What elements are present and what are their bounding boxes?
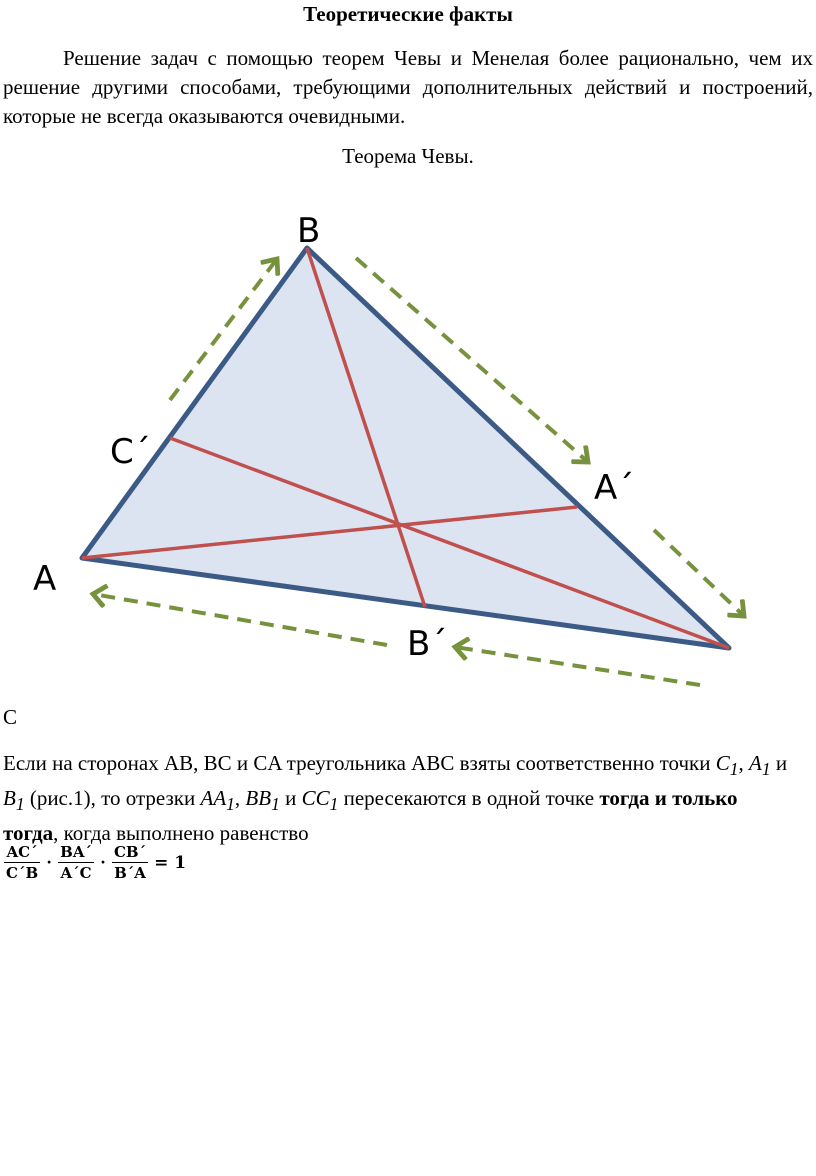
label-b: B xyxy=(297,211,321,251)
label-a: A xyxy=(33,559,57,599)
figure-caption-c: C xyxy=(3,705,18,729)
triangle-abc xyxy=(82,248,729,648)
fraction-1: $\frac{AC´}{C´B}$ xyxy=(6,843,39,882)
fraction-3: $\frac{CB´}{B´A}$ xyxy=(113,843,147,882)
ceva-formula xyxy=(4,843,186,882)
label-a-prime: A´ xyxy=(594,468,635,508)
intro-text: Решение задач с помощью теорем Чевы и Менелая более рационально, чем их решение другими способами, требующими дополнительных действий и построений, которые не всегда оказываются очевидными. xyxy=(3,46,813,128)
label-b-prime: B´ xyxy=(407,624,448,664)
statement-bold: тогда и только тогда xyxy=(3,786,738,846)
point-b1: $B_1$ xyxy=(3,786,25,815)
statement-text-3: пересекаются в одной точке xyxy=(338,786,600,811)
point-a1: $A_1$ xyxy=(749,751,771,780)
segment-aa1: $AA_1$ xyxy=(200,786,235,815)
fraction-2: $\frac{BA´}{A´C}$ xyxy=(60,843,92,882)
multiply-dot: · xyxy=(99,852,106,872)
equals-one: = 1 xyxy=(154,852,187,873)
theorem-statement xyxy=(3,749,793,848)
statement-text-1: Если на сторонах AB, BC и CA треугольника ABC взяты соответственно точки xyxy=(3,751,716,775)
conjunction: и xyxy=(279,786,302,811)
segment-cc1: $CC_1$ xyxy=(301,786,339,815)
segment-bb1: $BB_1$ xyxy=(245,786,280,815)
conjunction: и xyxy=(770,751,788,775)
arrow-b-prime-to-a xyxy=(93,594,387,645)
label-c-prime: C´ xyxy=(110,432,151,472)
theorem-title: Теорема Чевы. xyxy=(342,144,474,168)
ceva-triangle-figure xyxy=(0,195,816,695)
point-c1: $C_1$ xyxy=(715,751,739,780)
page-title: Теоретические факты xyxy=(303,2,513,26)
statement-text-2: (рис.1), то отрезки xyxy=(24,786,201,811)
intro-paragraph xyxy=(3,44,813,131)
separator: , xyxy=(234,786,246,811)
multiply-dot: · xyxy=(46,852,53,872)
separator: , xyxy=(738,751,749,775)
statement-text-4: , когда выполнено равенство xyxy=(53,821,309,846)
arrow-c-to-b-prime xyxy=(455,647,700,685)
